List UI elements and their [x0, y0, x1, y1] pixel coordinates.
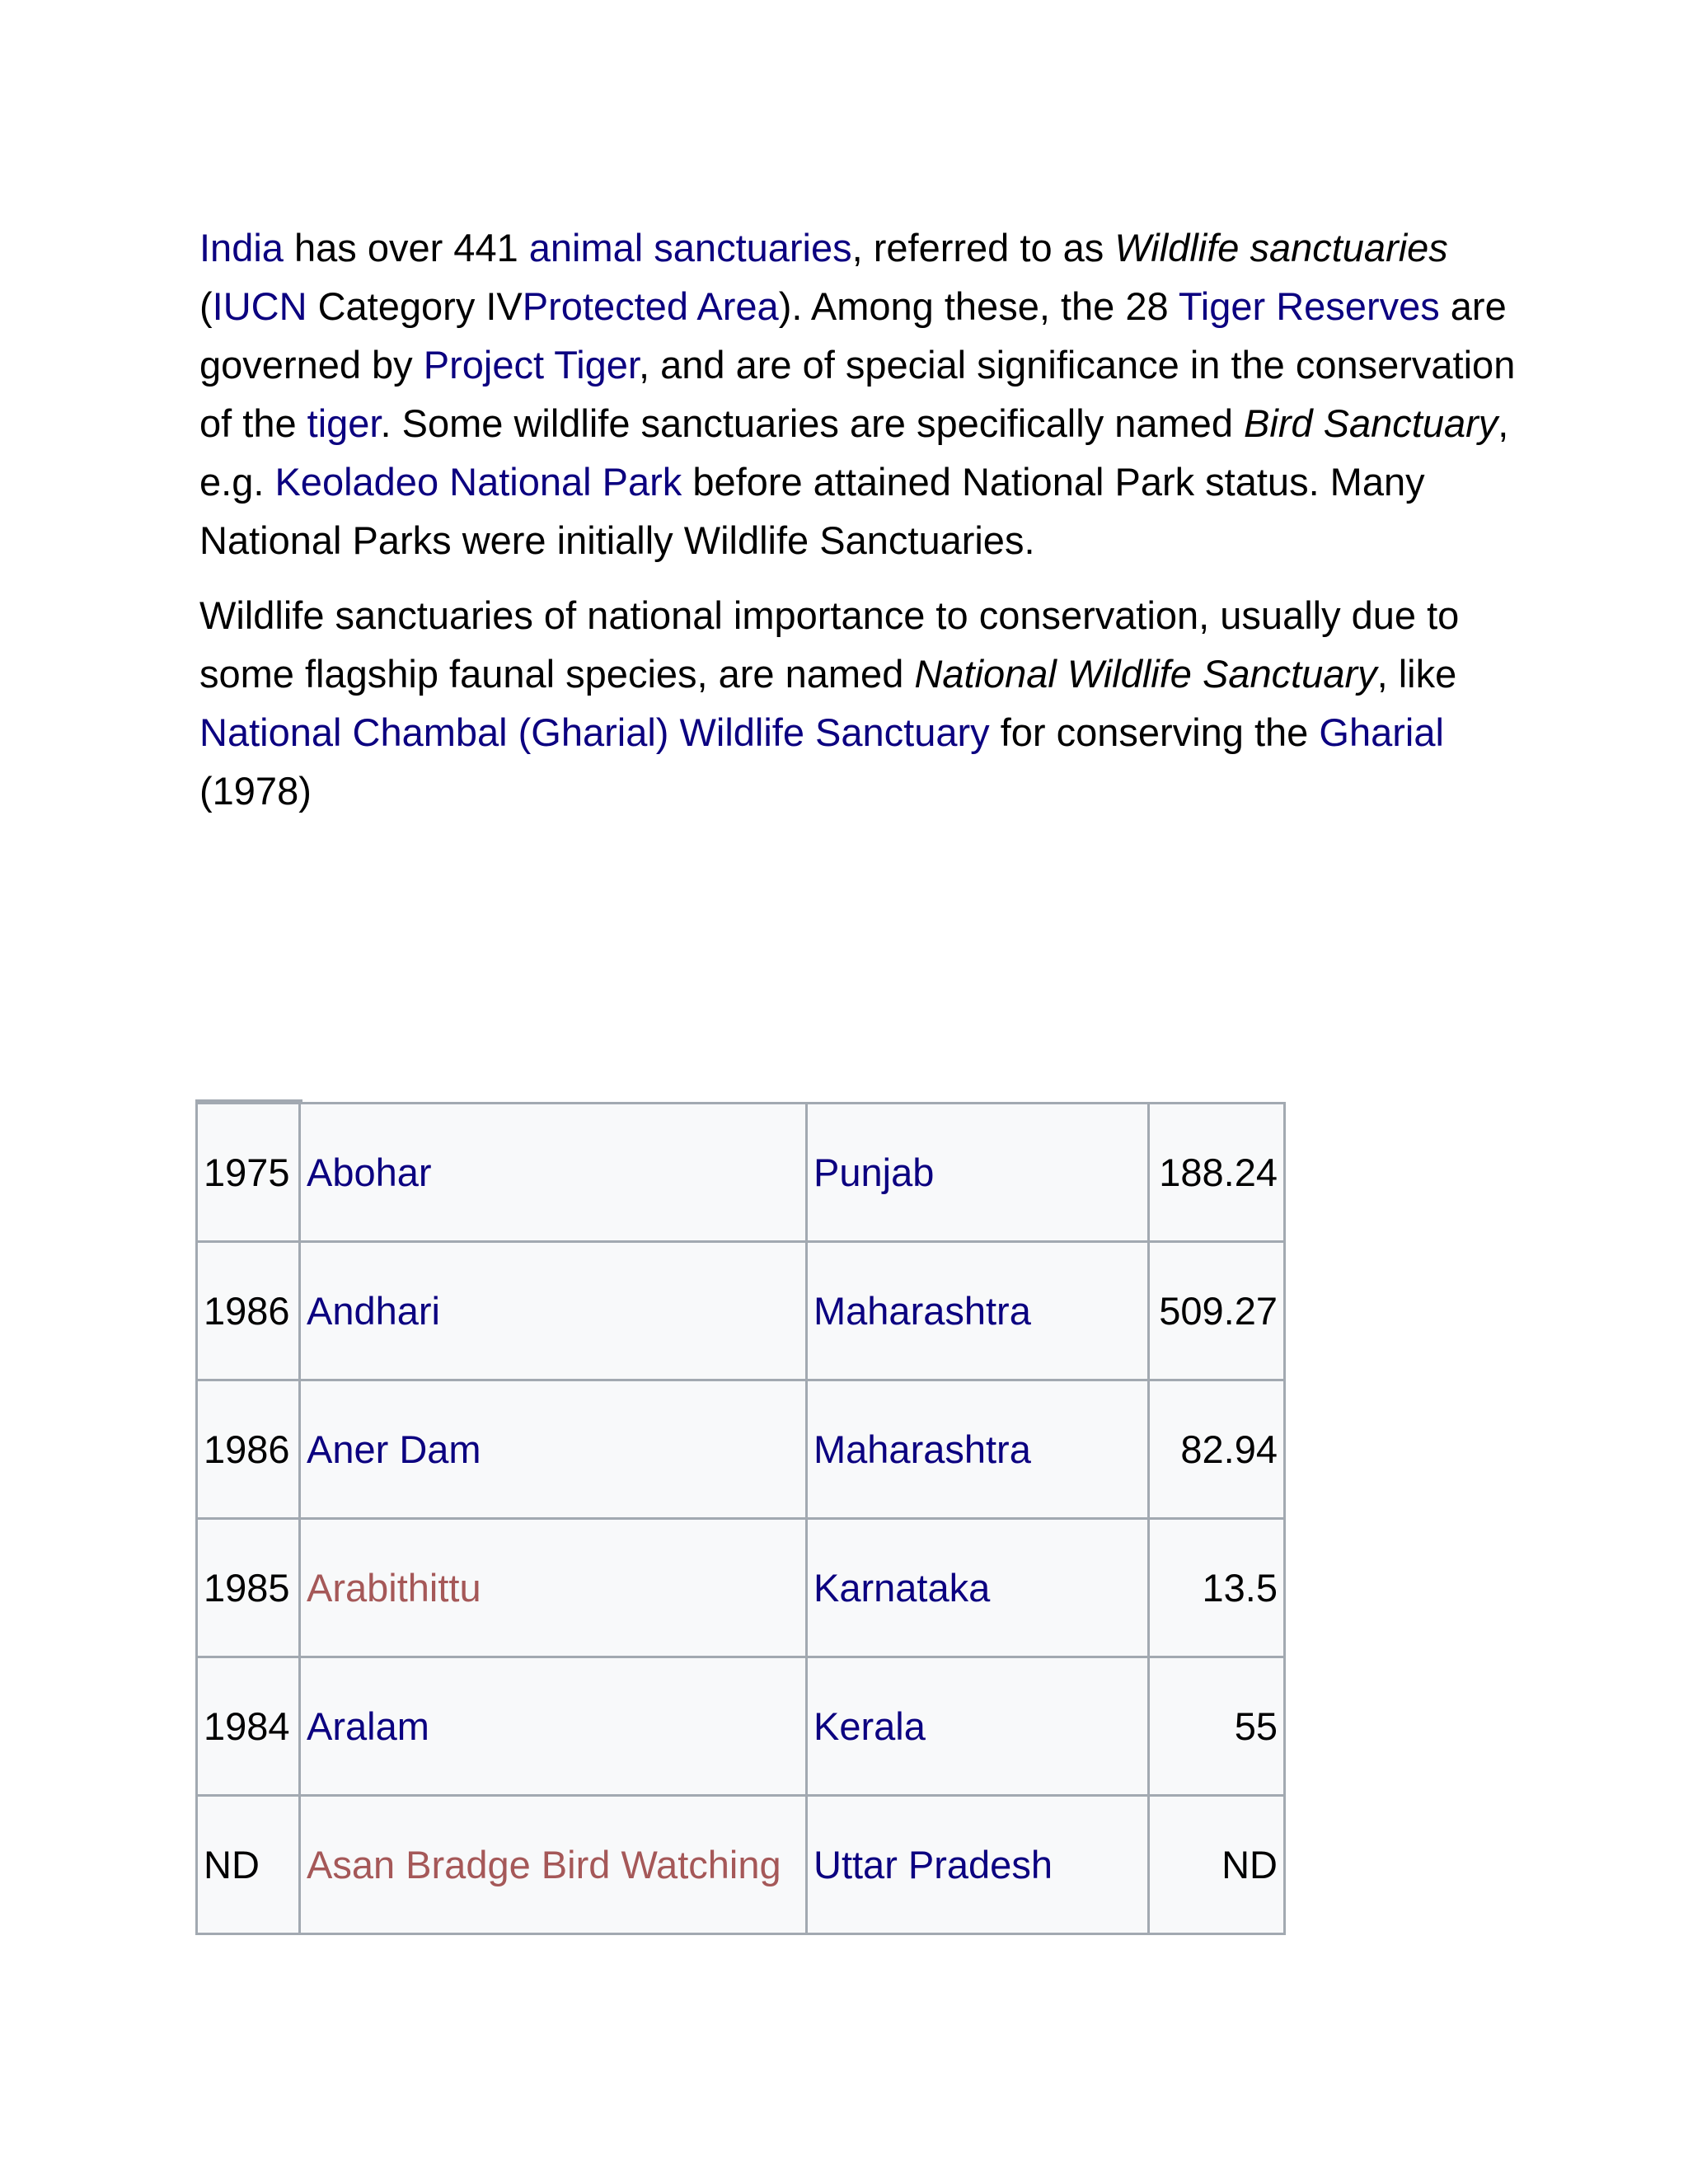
- sanctuary-table-container: [195, 1102, 1286, 1935]
- link-sanctuary[interactable]: Aner Dam: [307, 1427, 481, 1471]
- cell-sanctuary-name[interactable]: [300, 1519, 807, 1657]
- link-state[interactable]: Punjab: [814, 1151, 935, 1194]
- link-state[interactable]: Maharashtra: [814, 1289, 1031, 1333]
- link-sanctuary-missing-page[interactable]: Arabithittu: [307, 1566, 481, 1610]
- link-tiger-reserves[interactable]: Tiger Reserves: [1178, 284, 1440, 328]
- table-row: [197, 1519, 1285, 1657]
- cell-state[interactable]: [807, 1380, 1149, 1519]
- link-sanctuary-missing-page[interactable]: Asan Bradge Bird Watching: [307, 1843, 781, 1886]
- term-wildlife-sanctuaries: Wildlife sanctuaries: [1114, 226, 1448, 269]
- link-national-chambal-sanctuary[interactable]: National Chambal (Gharial) Wildlife Sanctuary: [199, 710, 990, 754]
- link-state[interactable]: Kerala: [814, 1704, 926, 1748]
- article-body: [199, 218, 1518, 820]
- paragraph-intro: India has over 441 animal sanctuaries, referred to as Wildlife sanctuaries (IUCN Category IVProtected Area). Among these, the 28 Tiger Reserves are governed by Project Tiger, and are of special significance in the conservation of the tiger. Some wildlife sanctuaries are specifically named Bird Sanctuary, e.g. Keoladeo National Park before attained National Park status. Many National Parks were initially Wildlife Sanctuaries.: [199, 226, 1516, 562]
- link-state[interactable]: Maharashtra: [814, 1427, 1031, 1471]
- cell-area: 188.24: [1149, 1104, 1285, 1242]
- link-gharial[interactable]: Gharial: [1319, 710, 1444, 754]
- link-keoladeo-national-park[interactable]: Keoladeo National Park: [274, 460, 682, 504]
- cell-year: 1986: [197, 1380, 300, 1519]
- cell-state[interactable]: [807, 1519, 1149, 1657]
- table-row: [197, 1104, 1285, 1242]
- cell-area: 55: [1149, 1657, 1285, 1796]
- cell-year: ND: [197, 1796, 300, 1934]
- cell-area: ND: [1149, 1796, 1285, 1934]
- link-iucn[interactable]: IUCN: [212, 284, 307, 328]
- link-sanctuary[interactable]: Aralam: [307, 1704, 429, 1748]
- cell-year: 1984: [197, 1657, 300, 1796]
- table-row: [197, 1380, 1285, 1519]
- cell-state[interactable]: [807, 1657, 1149, 1796]
- cell-year: 1986: [197, 1242, 300, 1380]
- link-state[interactable]: Uttar Pradesh: [814, 1843, 1053, 1886]
- cell-sanctuary-name[interactable]: [300, 1657, 807, 1796]
- cell-sanctuary-name[interactable]: [300, 1242, 807, 1380]
- cell-year: 1985: [197, 1519, 300, 1657]
- cell-sanctuary-name[interactable]: [300, 1796, 807, 1934]
- cell-state[interactable]: [807, 1242, 1149, 1380]
- cell-sanctuary-name[interactable]: [300, 1104, 807, 1242]
- term-national-wildlife-sanctuary: National Wildlife Sanctuary: [914, 652, 1377, 696]
- link-protected-area[interactable]: Protected Area: [522, 284, 779, 328]
- table-row: [197, 1796, 1285, 1934]
- table-row: [197, 1657, 1285, 1796]
- cell-sanctuary-name[interactable]: [300, 1380, 807, 1519]
- link-tiger[interactable]: tiger: [307, 401, 381, 445]
- link-state[interactable]: Karnataka: [814, 1566, 991, 1610]
- cell-area: 509.27: [1149, 1242, 1285, 1380]
- link-sanctuary[interactable]: Andhari: [307, 1289, 440, 1333]
- cell-area: 13.5: [1149, 1519, 1285, 1657]
- cell-year: 1975: [197, 1104, 300, 1242]
- paragraph-national-importance: Wildlife sanctuaries of national importance to conservation, usually due to some flagship faunal species, are named National Wildlife Sanctuary, like National Chambal (Gharial) Wildlife Sanctuary for conserving the Gharial (1978): [199, 593, 1460, 813]
- link-animal-sanctuaries[interactable]: animal sanctuaries: [528, 226, 852, 269]
- table-row: [197, 1242, 1285, 1380]
- cell-state[interactable]: [807, 1796, 1149, 1934]
- link-india[interactable]: India: [199, 226, 284, 269]
- sanctuary-table: [195, 1102, 1286, 1935]
- cell-area: 82.94: [1149, 1380, 1285, 1519]
- cell-state[interactable]: [807, 1104, 1149, 1242]
- link-sanctuary[interactable]: Abohar: [307, 1151, 432, 1194]
- link-project-tiger[interactable]: Project Tiger: [423, 343, 639, 387]
- term-bird-sanctuary: Bird Sanctuary: [1244, 401, 1498, 445]
